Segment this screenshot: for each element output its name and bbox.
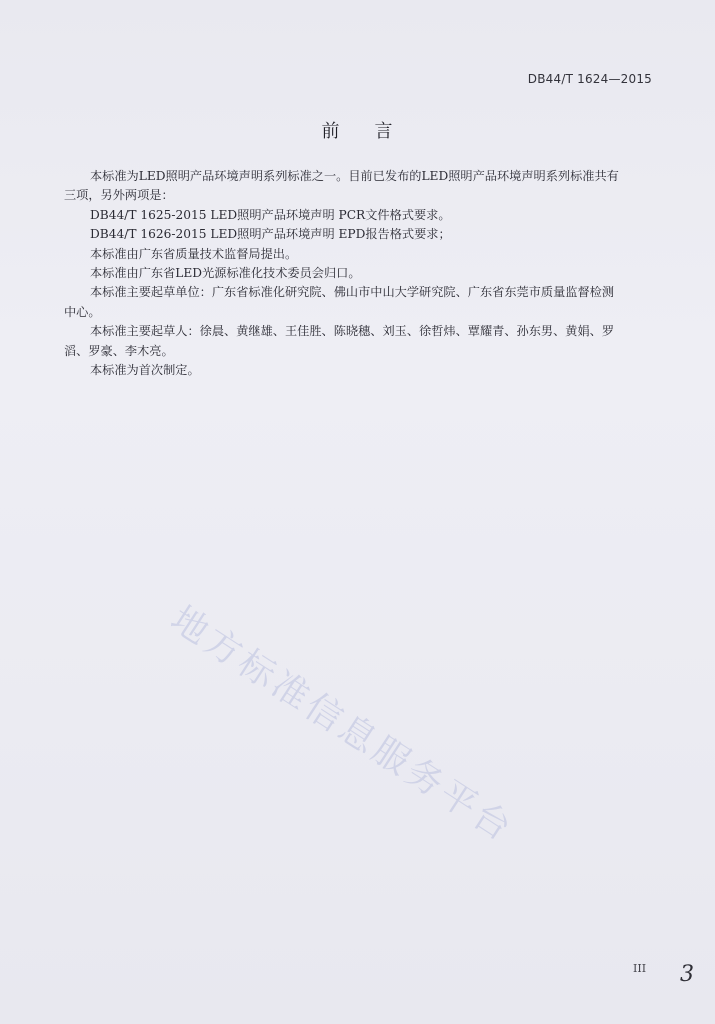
paragraph-drafters-continued — [64, 342, 664, 361]
drafters-line-2: 滔、罗豪、李木亮。 — [64, 343, 174, 358]
paragraph-drafting-units-continued — [64, 303, 664, 322]
watermark: 地方标准信息服务平台 — [163, 598, 522, 851]
paragraph-intro — [64, 167, 664, 186]
foreword-body — [64, 167, 664, 380]
paragraph-standard-1625: DB44/T 1625-2015 LED照明产品环境声明 PCR文件格式要求。 — [90, 207, 451, 222]
paragraph-intro-line-1: 本标准为LED照明产品环境声明系列标准之一。目前已发布的LED照明产品环境声明系列标准共有 — [90, 169, 619, 183]
paragraph-drafting-units — [64, 283, 664, 302]
drafting-units-line-1: 本标准主要起草单位：广东省标准化研究院、佛山市中山大学研究院、广东省东莞市质量监督检测 — [90, 285, 615, 300]
title-char-1: 前 — [321, 121, 341, 142]
drafting-units-line-2: 中心。 — [64, 304, 101, 319]
title-char-2: 言 — [374, 121, 394, 142]
paragraph-standard-1626: DB44/T 1626-2015 LED照明产品环境声明 EPD报告格式要求； — [90, 227, 451, 242]
paragraph-intro-continued — [64, 186, 664, 205]
header-rule — [60, 91, 655, 92]
roman-page-number: III — [633, 962, 647, 975]
paragraph-drafters — [64, 322, 664, 341]
paragraph-proposed-by: 本标准由广东省质量技术监督局提出。 — [90, 246, 298, 261]
document-number: DB44/T 1624—2015 — [527, 72, 652, 86]
paragraph-intro-line-2: 三项，另外两项是： — [64, 188, 174, 203]
paragraph-first-edition: 本标准为首次制定。 — [90, 363, 200, 378]
page-number: 3 — [680, 962, 694, 987]
paragraph-under-jurisdiction: 本标准由广东省LED光源标准化技术委员会归口。 — [90, 266, 361, 281]
drafters-line-1: 本标准主要起草人：徐晨、黄继雄、王佳胜、陈晓穗、刘玉、徐哲炜、覃耀青、孙东男、黄娟、罗 — [90, 324, 615, 339]
page-title — [0, 117, 715, 143]
